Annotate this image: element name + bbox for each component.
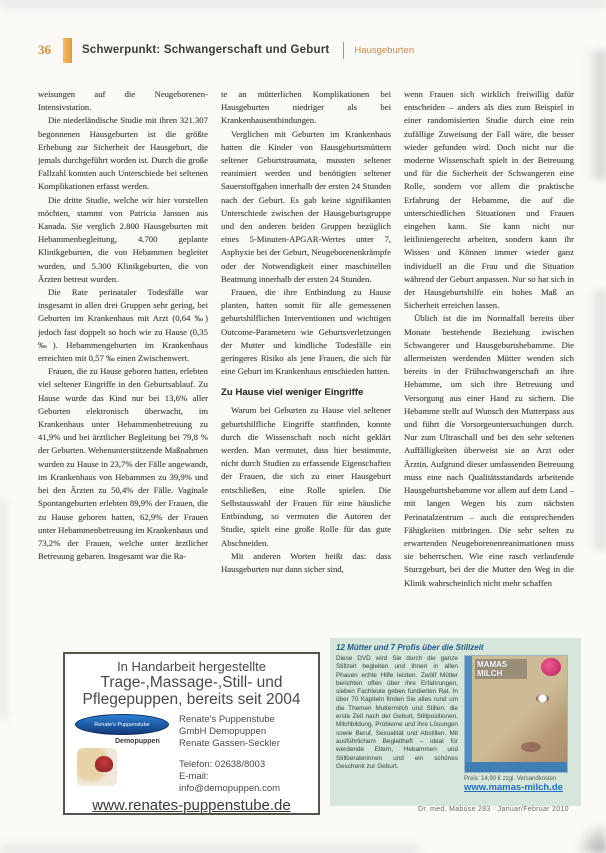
ad-puppen-logo-block: [71, 712, 179, 795]
page-number: 36: [38, 42, 51, 57]
ad-headline-line3: Pflegepuppen, bereits seit 2004: [82, 691, 301, 708]
paragraph: Die dritte Studie, welche wir hier vorstellen möchten, stammt von Patricia Janssen aus Kanada. Sie verglich 2.800 Hausgeburten mit Hebammenbegleitung, 4.700 geplante Klinikgeburten, die von Hebammen begleitet wurden, und 5.300 Klinikgeburten, die von Ärzten betreut wurden.: [38, 194, 208, 284]
email-label: E-mail:: [179, 771, 209, 782]
ad-puppen-contact-block: [179, 712, 312, 795]
ad-dvd-description: Diese DVD wird Sie durch die ganze Stillzeit begleiten und Ihnen in allen Phasen echte Hilfe leisten. Zwölf Mütter berichten offen über ihre Erfahrungen, sieben Fachleute geben fundierten Rat. In über 70 Kapiteln finden Sie alles rund um die Themen Muttermilch und Stillen: die erste Zeit nach der Geburt, Stillpositionen, Milchbildung, Probleme und ihre Lösungen sowie Beruf, Sexualität und Abstillen. Mit ausführlichem Begleitheft – ideal für werdende Eltern, Hebammen und Stillberaterinnen und ein schönes Geschenk zur Geburt.: [336, 655, 458, 770]
scan-artifact-bottom-right-corner: [578, 818, 606, 853]
accent-bar: [63, 38, 72, 63]
ad-dvd-body-row: [336, 655, 575, 793]
journal-footer: Dr. med. Mabuse 283 · Januar/Februar 2010: [418, 806, 569, 813]
dvd-cover-title: [475, 659, 527, 679]
scan-artifact-left-edge: [0, 500, 10, 720]
paragraph: Üblich ist die im Normalfall bereits über Monate bestehende Beziehung zwischen Schwangerer und Hausgeburtshebamme. Die allermeisten werdenden Mütter wenden sich bereits in der Frühschwangerschaft an ihre Hebamme, um sich ihre Betreuung und Versorgung aus einer Hand zu sichern. Die Hebamme stellt auf Wunsch den Mutterpass aus und führt die Vorsorgeuntersuchungen durch. Nur zum Ultraschall und bei den sehr seltenen Auffälligkeiten überweist sie an Arzt oder Ärztin. Aufgrund dieser umfassenden Betreuung muss eine nach Qualitätsstandards arbeitende Hausgeburtshebamme vor allem auf dem Land – mit langen Wegen bis zum nächsten Perinatalzentrum – auch die entsprechenden Fähigkeiten mitbringen. Die sehr selten zu erwartenden Neugeborenenreanimationen muss sie beherrschen. Wie eine rasch verlaufende Sturzgeburt, bei der die Mutter den Weg in die Klinik wahrscheinlich nicht mehr schaffen: [404, 313, 574, 588]
company-owner: Renate Gassen-Seckler: [179, 738, 280, 749]
company-name: Renate's Puppenstube: [179, 714, 275, 725]
baby-face-detail: [536, 694, 549, 703]
page-header: [38, 36, 576, 64]
ad-puppenstube: [63, 652, 320, 815]
flower-decoration: [541, 658, 561, 676]
ad-mamas-milch-dvd: [330, 638, 581, 806]
paragraph: Die Rate perinataler Todesfälle war insgesamt in allen drei Gruppen sehr gering, bei Geburten im Krankenhaus mit Arzt (0,64 ‰) jedoch fast doppelt so hoch wie zu Hause (0,35 ‰). Hebammengeburten im Krankenhaus erreichten mit 0,57 ‰ einen Zwischenwert.: [38, 287, 208, 364]
scan-artifact-bottom-strip: [0, 840, 420, 853]
dvd-price: Preis: 14,90 € zzgl. Versandkosten: [464, 776, 557, 782]
article-column-3: [404, 88, 574, 610]
article-column-2: [221, 88, 391, 614]
scan-artifact-right-mid: [588, 290, 606, 550]
paragraph: Frauen, die ihre Entbindung zu Hause planten, hatten somit für alle gemessenen geburtshilflichen Interventionen und wichtigen Outcome-Parametern wie Geburtsverletzungen der Mutter und kindliche Todesfälle ein geringeres Risiko als jene Frauen, die sich für eine Geburt im Krankenhaus entschieden hatten.: [221, 287, 391, 377]
subheading-weniger-eingriffe: Zu Hause viel weniger Eingriffe: [221, 387, 364, 399]
scan-artifact-right-upper: [586, 50, 606, 180]
phone-line: Telefon: 02638/8003: [179, 759, 266, 770]
puppenstube-logo: [75, 714, 169, 735]
paragraph: weisungen auf die Neugeborenen-Intensivstation.: [38, 89, 208, 113]
ad-puppen-middle: [71, 712, 312, 795]
puppenstube-logo-text: Renate's Puppenstube: [94, 721, 150, 728]
ad-dvd-title: 12 Mütter und 7 Profis über die Stillzeit: [336, 643, 484, 652]
dvd-cover-bottom-strip: [465, 762, 567, 772]
paragraph: Die niederländische Studie mit ihren 321.307 begonnenen Hausgeburten ist die größte Erhebung zur Sicherheit der Hausgeburt, die jemals durchgeführt worden ist. Durch die große Fallzahl konnten auch Unterschiede bei seltenen Komplikationen erfasst werden.: [38, 115, 208, 192]
paragraph: Verglichen mit Geburten im Krankenhaus hatten die Kinder von Hausgeburtsmüttern seltener Geburtstraumata, mussten seltener reanimiert werden und benötigten seltener Sauerstoffgaben innerhalb der ersten 24 Stunden nach der Geburt. Es gab keine signifikanten Unterschiede zwischen der Hausgeburtsgruppe und den anderen beiden Gruppen bezüglich eines 5-Minuten-APGAR-Wertes unter 7, Asphyxie bei der Geburt, Neugeborenenkrämpfe oder der Notwendigkeit einer maschinellen Beatmung innerhalb der ersten 24 Stunden.: [221, 128, 391, 284]
ad-headline-line2: Trage-,Massage-,Still- und: [100, 674, 283, 691]
paragraph: Frauen, die zu Hause geboren hatten, erlebten viel seltener Eingriffe in den Geburtsablauf. Zu Hause wurde das Kind nur bei 13,6% aller Geburten elektronisch überwacht, im Krankenhaus unter Hebammenbetreuung zu 41,9% und bei ärztlicher Begleitung bei 79,8 % der Geburten. Wehenunterstützende Maßnahmen wurden zu Hause in 23,7% der Fälle angewandt, im Krankenhaus von Hebammen zu 39,9% und bei den Ärzten zu 50,4% der Fälle. Vaginale Spontangeburten erlebten 89,9% der Frauen, die zu Hause geboren hatten, 62,9% der Frauen unter Hebammenbetreuung im Krankenhaus und 73,2% der Frauen, welche unter ärztlicher Betreuung gebaren. Insgesamt war die Ra-: [38, 366, 208, 562]
ad-dvd-cover-block: [464, 655, 572, 793]
paragraph: Warum bei Geburten zu Hause viel seltener geburtshilfliche Eingriffe stattfinden, konnte durch die Wissenschaft noch nicht geklärt werden. Man vermutet, dass hier bestimmte, nicht durch Studien zu erfassende Eigenschaften der Frauen, die sich zu einer Hausgeburt entschließen, eine Rolle spielen. Die Selbstauswahl der Frauen für eine häusliche Entbindung, so vermuten die Autoren der Studie, spielt eine große Rolle für das gute Abschneiden.: [221, 405, 391, 548]
paragraph: wenn Frauen sich wirklich freiwillig dafür entscheiden – anders als dies zum Beispiel in einer randomisierten Studie durch eine rein zufällige Zuweisung der Fall wäre, die besser wieder gefunden wird. Doch nicht nur die moderne Wissenschaft spielt in der Betreuung und für die Sicherheit der Schwangeren eine Rolle, sondern vor allem die praktische Erfahrung der Hebamme, die auf die unterschiedlichen Situationen und Frauen eingehen kann. Sie kann nicht nur leitliniengerecht arbeiten, sondern kann ihr Wissen und Können immer wieder ganz individuell an die Frau und die Situation während der Geburt anpassen. Nur so hat sich in der Hausgeburtshilfe ein hohes Maß an Sicherheit erreichen lassen.: [404, 89, 574, 311]
dvd-cover-title-line1: MAMAS: [477, 660, 508, 669]
paragraph: te an mütterlichen Komplikationen bei Hausgeburten niedriger als bei Krankenhausentbindungen.: [221, 89, 391, 126]
email-address: info@demopuppen.com: [179, 783, 281, 794]
mamas-milch-website-link: www.mamas-milch.de: [464, 782, 563, 793]
dvd-cover-title-line2: MILCH: [477, 669, 503, 678]
baby-face-detail-2: [521, 742, 541, 752]
dvd-cover-left-strip: [465, 656, 472, 772]
section-subtitle: Hausgeburten: [354, 44, 415, 56]
section-title: Schwerpunkt: Schwangerschaft und Geburt: [82, 44, 330, 56]
article-column-1: [38, 88, 208, 624]
puppenstube-website-link: www.renates-puppenstube.de: [92, 797, 291, 814]
company-name-2: GmbH Demopuppen: [179, 726, 267, 737]
header-divider: [343, 42, 344, 59]
article-columns: [38, 88, 574, 624]
dvd-cover-image: [464, 655, 568, 773]
ad-headline-line1: In Handarbeit hergestellte: [117, 659, 266, 674]
scan-artifact-top-strip: [0, 0, 606, 10]
spacer: [179, 750, 312, 759]
doll-photo: [77, 748, 117, 786]
demopuppen-label: Demopuppen: [115, 738, 160, 745]
paragraph: Mit anderen Worten heißt das: dass Hausgeburten nur dann sicher sind,: [221, 550, 391, 574]
